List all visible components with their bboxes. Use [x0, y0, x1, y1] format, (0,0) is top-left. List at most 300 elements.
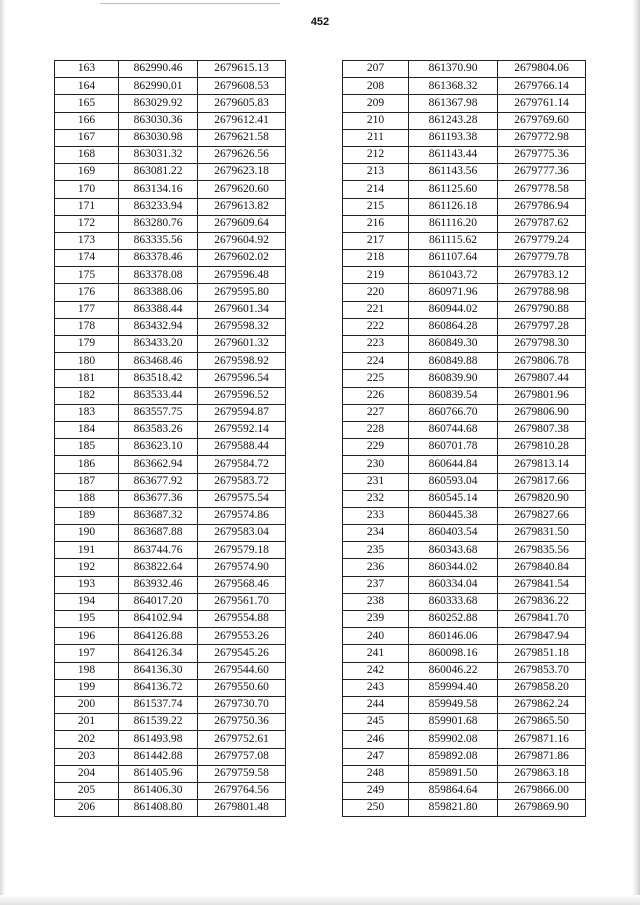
point-number-cell: 234: [343, 525, 409, 542]
table-row: [55, 78, 286, 95]
table-row: [55, 696, 286, 713]
y-coordinate-cell: 2679807.38: [498, 421, 586, 438]
point-number-cell: 196: [55, 628, 119, 645]
point-number-cell: 192: [55, 559, 119, 576]
x-coordinate-cell: 863468.46: [119, 353, 198, 370]
y-coordinate-cell: 2679801.48: [198, 800, 286, 817]
x-coordinate-cell: 863030.98: [119, 129, 198, 146]
table-row: [343, 284, 586, 301]
x-coordinate-cell: 861243.28: [409, 112, 498, 129]
point-number-cell: 172: [55, 215, 119, 232]
x-coordinate-cell: 863134.16: [119, 181, 198, 198]
y-coordinate-cell: 2679613.82: [198, 198, 286, 215]
x-coordinate-cell: 861043.72: [409, 267, 498, 284]
x-coordinate-cell: 863433.20: [119, 336, 198, 353]
point-number-cell: 167: [55, 129, 119, 146]
table-row: [343, 78, 586, 95]
x-coordinate-cell: 860146.06: [409, 628, 498, 645]
y-coordinate-cell: 2679779.24: [498, 232, 586, 249]
y-coordinate-cell: 2679866.00: [498, 782, 586, 799]
x-coordinate-cell: 860098.16: [409, 645, 498, 662]
x-coordinate-cell: 859891.50: [409, 765, 498, 782]
y-coordinate-cell: 2679862.24: [498, 696, 586, 713]
table-row: [55, 439, 286, 456]
table-row: [55, 748, 286, 765]
y-coordinate-cell: 2679804.06: [498, 61, 586, 78]
y-coordinate-cell: 2679601.32: [198, 336, 286, 353]
y-coordinate-cell: 2679583.72: [198, 473, 286, 490]
point-number-cell: 203: [55, 748, 119, 765]
y-coordinate-cell: 2679574.90: [198, 559, 286, 576]
x-coordinate-cell: 863081.22: [119, 164, 198, 181]
table-row: [55, 593, 286, 610]
table-row: [55, 250, 286, 267]
scan-edge-right: [632, 0, 640, 905]
table-row: [55, 336, 286, 353]
x-coordinate-cell: 863518.42: [119, 370, 198, 387]
point-number-cell: 175: [55, 267, 119, 284]
point-number-cell: 216: [343, 215, 409, 232]
table-row: [55, 232, 286, 249]
x-coordinate-cell: 860744.68: [409, 421, 498, 438]
y-coordinate-cell: 2679831.50: [498, 525, 586, 542]
y-coordinate-cell: 2679615.13: [198, 61, 286, 78]
x-coordinate-cell: 860403.54: [409, 525, 498, 542]
table-row: [343, 576, 586, 593]
x-coordinate-cell: 861405.96: [119, 765, 198, 782]
x-coordinate-cell: 863583.26: [119, 421, 198, 438]
x-coordinate-cell: 861537.74: [119, 696, 198, 713]
point-number-cell: 211: [343, 129, 409, 146]
table-row: [343, 112, 586, 129]
x-coordinate-cell: 861143.56: [409, 164, 498, 181]
table-row: [55, 679, 286, 696]
y-coordinate-cell: 2679858.20: [498, 679, 586, 696]
x-coordinate-cell: 861367.98: [409, 95, 498, 112]
x-coordinate-cell: 859864.64: [409, 782, 498, 799]
y-coordinate-cell: 2679579.18: [198, 542, 286, 559]
y-coordinate-cell: 2679787.62: [498, 215, 586, 232]
table-row: [55, 628, 286, 645]
point-number-cell: 247: [343, 748, 409, 765]
x-coordinate-cell: 861143.44: [409, 146, 498, 163]
y-coordinate-cell: 2679592.14: [198, 421, 286, 438]
table-row: [55, 198, 286, 215]
x-coordinate-cell: 863557.75: [119, 404, 198, 421]
table-row: [343, 507, 586, 524]
point-number-cell: 182: [55, 387, 119, 404]
x-coordinate-cell: 859949.58: [409, 696, 498, 713]
table-row: [55, 318, 286, 335]
point-number-cell: 242: [343, 662, 409, 679]
y-coordinate-cell: 2679596.48: [198, 267, 286, 284]
point-number-cell: 197: [55, 645, 119, 662]
table-row: [55, 714, 286, 731]
scan-edge-left: [0, 0, 6, 905]
table-row: [55, 473, 286, 490]
table-row: [343, 232, 586, 249]
x-coordinate-cell: 861107.64: [409, 250, 498, 267]
point-number-cell: 199: [55, 679, 119, 696]
table-row: [55, 559, 286, 576]
table-row: [55, 267, 286, 284]
table-row: [55, 800, 286, 817]
x-coordinate-cell: 859892.08: [409, 748, 498, 765]
table-row: [343, 611, 586, 628]
y-coordinate-cell: 2679620.60: [198, 181, 286, 198]
y-coordinate-cell: 2679778.58: [498, 181, 586, 198]
x-coordinate-cell: 863029.92: [119, 95, 198, 112]
x-coordinate-cell: 860334.04: [409, 576, 498, 593]
y-coordinate-cell: 2679827.66: [498, 507, 586, 524]
table-row: [343, 473, 586, 490]
point-number-cell: 220: [343, 284, 409, 301]
y-coordinate-cell: 2679596.52: [198, 387, 286, 404]
y-coordinate-cell: 2679806.90: [498, 404, 586, 421]
point-number-cell: 210: [343, 112, 409, 129]
table-row: [55, 215, 286, 232]
y-coordinate-cell: 2679871.86: [498, 748, 586, 765]
table-row: [55, 542, 286, 559]
point-number-cell: 240: [343, 628, 409, 645]
point-number-cell: 163: [55, 61, 119, 78]
y-coordinate-cell: 2679757.08: [198, 748, 286, 765]
x-coordinate-cell: 863533.44: [119, 387, 198, 404]
x-coordinate-cell: 860766.70: [409, 404, 498, 421]
x-coordinate-cell: 863744.76: [119, 542, 198, 559]
table-row: [343, 336, 586, 353]
table-row: [55, 576, 286, 593]
table-row: [55, 370, 286, 387]
y-coordinate-cell: 2679807.44: [498, 370, 586, 387]
table-row: [343, 404, 586, 421]
y-coordinate-cell: 2679568.46: [198, 576, 286, 593]
y-coordinate-cell: 2679798.30: [498, 336, 586, 353]
table-row: [343, 164, 586, 181]
point-number-cell: 174: [55, 250, 119, 267]
table-row: [55, 301, 286, 318]
point-number-cell: 222: [343, 318, 409, 335]
table-row: [343, 662, 586, 679]
x-coordinate-cell: 864102.94: [119, 611, 198, 628]
y-coordinate-cell: 2679583.04: [198, 525, 286, 542]
point-number-cell: 244: [343, 696, 409, 713]
table-row: [343, 370, 586, 387]
x-coordinate-cell: 860944.02: [409, 301, 498, 318]
y-coordinate-cell: 2679750.36: [198, 714, 286, 731]
y-coordinate-cell: 2679608.53: [198, 78, 286, 95]
x-coordinate-cell: 860343.68: [409, 542, 498, 559]
y-coordinate-cell: 2679595.80: [198, 284, 286, 301]
x-coordinate-cell: 860593.04: [409, 473, 498, 490]
point-number-cell: 237: [343, 576, 409, 593]
point-number-cell: 200: [55, 696, 119, 713]
table-row: [343, 129, 586, 146]
x-coordinate-cell: 861408.80: [119, 800, 198, 817]
y-coordinate-cell: 2679835.56: [498, 542, 586, 559]
y-coordinate-cell: 2679759.58: [198, 765, 286, 782]
x-coordinate-cell: 863932.46: [119, 576, 198, 593]
table-row: [55, 181, 286, 198]
y-coordinate-cell: 2679840.84: [498, 559, 586, 576]
point-number-cell: 173: [55, 232, 119, 249]
table-row: [343, 800, 586, 817]
table-row: [343, 95, 586, 112]
table-row: [55, 645, 286, 662]
point-number-cell: 180: [55, 353, 119, 370]
y-coordinate-cell: 2679575.54: [198, 490, 286, 507]
x-coordinate-cell: 860252.88: [409, 611, 498, 628]
y-coordinate-cell: 2679553.26: [198, 628, 286, 645]
x-coordinate-cell: 863432.94: [119, 318, 198, 335]
y-coordinate-cell: 2679752.61: [198, 731, 286, 748]
point-number-cell: 219: [343, 267, 409, 284]
table-row: [55, 353, 286, 370]
x-coordinate-cell: 863687.32: [119, 507, 198, 524]
point-number-cell: 214: [343, 181, 409, 198]
table-row: [55, 421, 286, 438]
table-row: [55, 95, 286, 112]
x-coordinate-cell: 861368.32: [409, 78, 498, 95]
table-row: [343, 542, 586, 559]
point-number-cell: 221: [343, 301, 409, 318]
y-coordinate-cell: 2679598.32: [198, 318, 286, 335]
table-row: [343, 439, 586, 456]
point-number-cell: 188: [55, 490, 119, 507]
point-number-cell: 224: [343, 353, 409, 370]
scan-edge-bottom: [0, 895, 640, 905]
point-number-cell: 226: [343, 387, 409, 404]
y-coordinate-cell: 2679871.16: [498, 731, 586, 748]
y-coordinate-cell: 2679609.64: [198, 215, 286, 232]
x-coordinate-cell: 861493.98: [119, 731, 198, 748]
point-number-cell: 164: [55, 78, 119, 95]
x-coordinate-cell: 859821.80: [409, 800, 498, 817]
x-coordinate-cell: 860644.84: [409, 456, 498, 473]
x-coordinate-cell: 860445.38: [409, 507, 498, 524]
point-number-cell: 189: [55, 507, 119, 524]
y-coordinate-cell: 2679621.58: [198, 129, 286, 146]
point-number-cell: 165: [55, 95, 119, 112]
point-number-cell: 193: [55, 576, 119, 593]
x-coordinate-cell: 863378.08: [119, 267, 198, 284]
y-coordinate-cell: 2679544.60: [198, 662, 286, 679]
point-number-cell: 228: [343, 421, 409, 438]
y-coordinate-cell: 2679584.72: [198, 456, 286, 473]
y-coordinate-cell: 2679779.78: [498, 250, 586, 267]
y-coordinate-cell: 2679596.54: [198, 370, 286, 387]
x-coordinate-cell: 859901.68: [409, 714, 498, 731]
table-row: [343, 782, 586, 799]
table-row: [343, 593, 586, 610]
x-coordinate-cell: 863388.06: [119, 284, 198, 301]
y-coordinate-cell: 2679813.14: [498, 456, 586, 473]
x-coordinate-cell: 859994.40: [409, 679, 498, 696]
point-number-cell: 209: [343, 95, 409, 112]
x-coordinate-cell: 863822.64: [119, 559, 198, 576]
x-coordinate-cell: 860971.96: [409, 284, 498, 301]
point-number-cell: 250: [343, 800, 409, 817]
point-number-cell: 238: [343, 593, 409, 610]
table-row: [55, 662, 286, 679]
x-coordinate-cell: 863031.32: [119, 146, 198, 163]
x-coordinate-cell: 863687.88: [119, 525, 198, 542]
x-coordinate-cell: 860849.30: [409, 336, 498, 353]
coordinates-table-right: [342, 60, 586, 817]
coordinates-table-left: [54, 60, 286, 817]
y-coordinate-cell: 2679598.92: [198, 353, 286, 370]
point-number-cell: 232: [343, 490, 409, 507]
point-number-cell: 227: [343, 404, 409, 421]
table-row: [55, 404, 286, 421]
y-coordinate-cell: 2679605.83: [198, 95, 286, 112]
y-coordinate-cell: 2679820.90: [498, 490, 586, 507]
point-number-cell: 229: [343, 439, 409, 456]
point-number-cell: 218: [343, 250, 409, 267]
page-number: 452: [310, 16, 330, 28]
point-number-cell: 201: [55, 714, 119, 731]
y-coordinate-cell: 2679602.02: [198, 250, 286, 267]
point-number-cell: 241: [343, 645, 409, 662]
table-row: [55, 525, 286, 542]
y-coordinate-cell: 2679775.36: [498, 146, 586, 163]
point-number-cell: 249: [343, 782, 409, 799]
table-row: [343, 250, 586, 267]
x-coordinate-cell: 860839.54: [409, 387, 498, 404]
x-coordinate-cell: 860046.22: [409, 662, 498, 679]
point-number-cell: 166: [55, 112, 119, 129]
y-coordinate-cell: 2679801.96: [498, 387, 586, 404]
y-coordinate-cell: 2679790.88: [498, 301, 586, 318]
y-coordinate-cell: 2679772.98: [498, 129, 586, 146]
x-coordinate-cell: 864136.72: [119, 679, 198, 696]
table-row: [343, 490, 586, 507]
point-number-cell: 176: [55, 284, 119, 301]
y-coordinate-cell: 2679841.54: [498, 576, 586, 593]
point-number-cell: 202: [55, 731, 119, 748]
point-number-cell: 206: [55, 800, 119, 817]
table-row: [343, 765, 586, 782]
y-coordinate-cell: 2679788.98: [498, 284, 586, 301]
y-coordinate-cell: 2679836.22: [498, 593, 586, 610]
table-row: [343, 456, 586, 473]
table-row: [343, 628, 586, 645]
point-number-cell: 239: [343, 611, 409, 628]
point-number-cell: 245: [343, 714, 409, 731]
point-number-cell: 213: [343, 164, 409, 181]
y-coordinate-cell: 2679601.34: [198, 301, 286, 318]
table-row: [343, 731, 586, 748]
y-coordinate-cell: 2679626.56: [198, 146, 286, 163]
y-coordinate-cell: 2679764.56: [198, 782, 286, 799]
x-coordinate-cell: 863030.36: [119, 112, 198, 129]
y-coordinate-cell: 2679865.50: [498, 714, 586, 731]
x-coordinate-cell: 864017.20: [119, 593, 198, 610]
table-row: [55, 112, 286, 129]
x-coordinate-cell: 863280.76: [119, 215, 198, 232]
table-row: [55, 731, 286, 748]
table-row: [343, 353, 586, 370]
point-number-cell: 230: [343, 456, 409, 473]
x-coordinate-cell: 862990.01: [119, 78, 198, 95]
x-coordinate-cell: 861115.62: [409, 232, 498, 249]
y-coordinate-cell: 2679554.88: [198, 611, 286, 628]
point-number-cell: 215: [343, 198, 409, 215]
y-coordinate-cell: 2679612.41: [198, 112, 286, 129]
y-coordinate-cell: 2679730.70: [198, 696, 286, 713]
table-row: [343, 387, 586, 404]
table-row: [343, 215, 586, 232]
point-number-cell: 205: [55, 782, 119, 799]
y-coordinate-cell: 2679561.70: [198, 593, 286, 610]
x-coordinate-cell: 863677.36: [119, 490, 198, 507]
table-row: [55, 164, 286, 181]
x-coordinate-cell: 863662.94: [119, 456, 198, 473]
y-coordinate-cell: 2679550.60: [198, 679, 286, 696]
table-row: [55, 61, 286, 78]
y-coordinate-cell: 2679594.87: [198, 404, 286, 421]
x-coordinate-cell: 860849.88: [409, 353, 498, 370]
point-number-cell: 212: [343, 146, 409, 163]
point-number-cell: 186: [55, 456, 119, 473]
table-row: [343, 267, 586, 284]
point-number-cell: 191: [55, 542, 119, 559]
x-coordinate-cell: 861126.18: [409, 198, 498, 215]
table-row: [55, 765, 286, 782]
table-row: [55, 490, 286, 507]
point-number-cell: 179: [55, 336, 119, 353]
y-coordinate-cell: 2679783.12: [498, 267, 586, 284]
x-coordinate-cell: 859902.08: [409, 731, 498, 748]
table-row: [55, 782, 286, 799]
y-coordinate-cell: 2679574.86: [198, 507, 286, 524]
x-coordinate-cell: 863335.56: [119, 232, 198, 249]
x-coordinate-cell: 861193.38: [409, 129, 498, 146]
point-number-cell: 233: [343, 507, 409, 524]
table-row: [343, 525, 586, 542]
point-number-cell: 246: [343, 731, 409, 748]
x-coordinate-cell: 860344.02: [409, 559, 498, 576]
y-coordinate-cell: 2679810.28: [498, 439, 586, 456]
x-coordinate-cell: 864136.30: [119, 662, 198, 679]
point-number-cell: 169: [55, 164, 119, 181]
y-coordinate-cell: 2679766.14: [498, 78, 586, 95]
x-coordinate-cell: 864126.88: [119, 628, 198, 645]
point-number-cell: 195: [55, 611, 119, 628]
y-coordinate-cell: 2679841.70: [498, 611, 586, 628]
x-coordinate-cell: 863623.10: [119, 439, 198, 456]
point-number-cell: 236: [343, 559, 409, 576]
x-coordinate-cell: 863233.94: [119, 198, 198, 215]
y-coordinate-cell: 2679853.70: [498, 662, 586, 679]
point-number-cell: 207: [343, 61, 409, 78]
table-row: [55, 456, 286, 473]
point-number-cell: 208: [343, 78, 409, 95]
x-coordinate-cell: 861539.22: [119, 714, 198, 731]
table-row: [343, 645, 586, 662]
point-number-cell: 217: [343, 232, 409, 249]
point-number-cell: 194: [55, 593, 119, 610]
x-coordinate-cell: 861125.60: [409, 181, 498, 198]
point-number-cell: 187: [55, 473, 119, 490]
x-coordinate-cell: 861116.20: [409, 215, 498, 232]
point-number-cell: 223: [343, 336, 409, 353]
point-number-cell: 177: [55, 301, 119, 318]
x-coordinate-cell: 861370.90: [409, 61, 498, 78]
x-coordinate-cell: 860333.68: [409, 593, 498, 610]
point-number-cell: 231: [343, 473, 409, 490]
x-coordinate-cell: 861406.30: [119, 782, 198, 799]
